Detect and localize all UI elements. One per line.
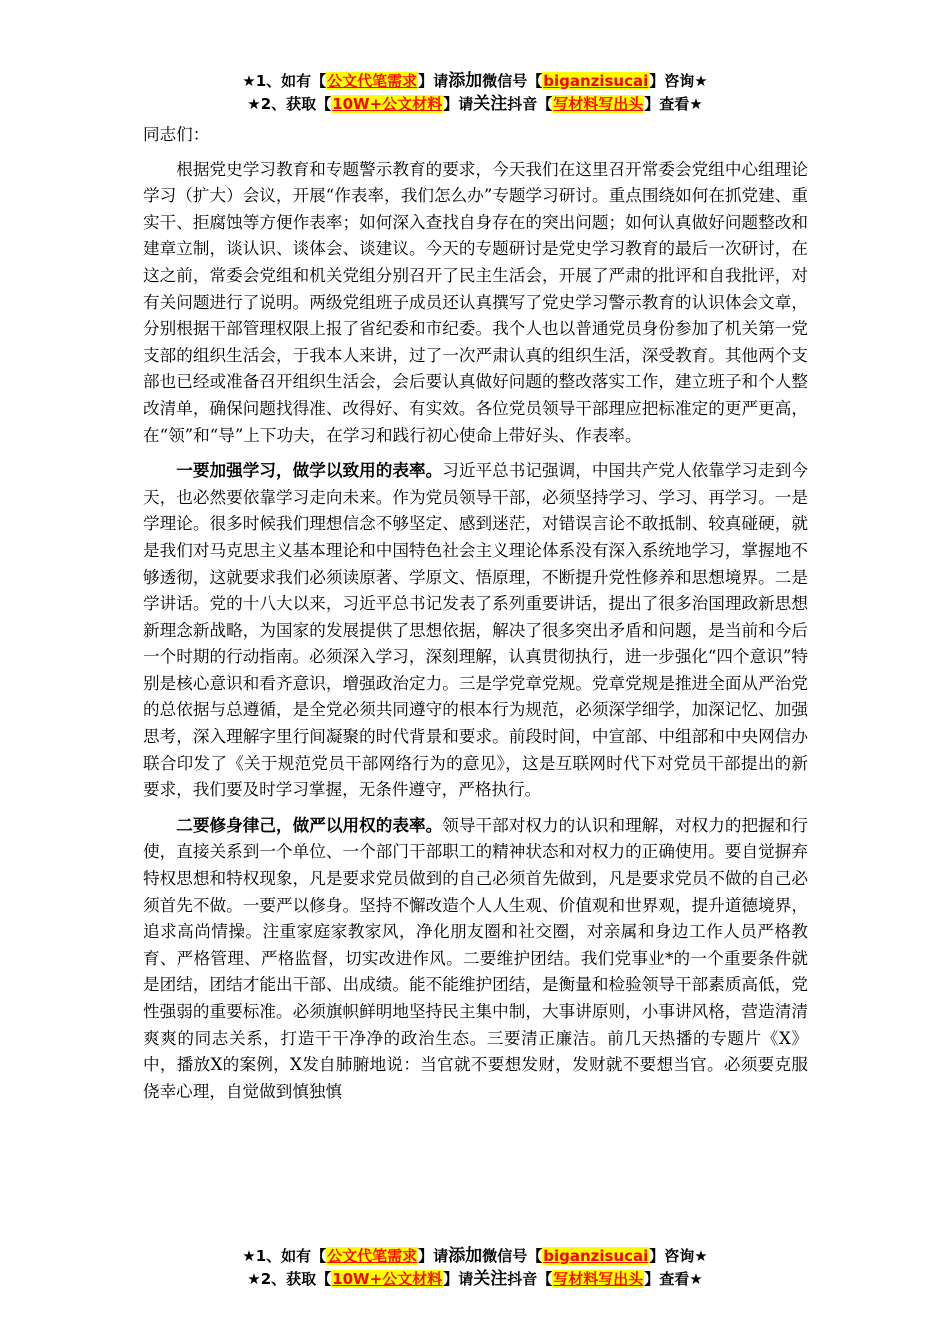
promo-highlight-materials: 10W+公文材料 bbox=[332, 1270, 443, 1288]
promo-text: 抖音【 bbox=[507, 1270, 553, 1288]
paragraph-text: 根据党史学习教育和专题警示教育的要求，今天我们在这里召开常委会党组中心组理论学习（扩大）会议，开展“作表率，我们怎么办”专题学习研讨。重点围绕如何在抓党建、重实干、拒腐蚀等方便作表率；如何深入查找自身存在的突出问题；如何认真做好问题整改和建章立制，谈认识、谈体会、谈建议。今天的专题研讨是党史学习教育的最后一次研讨，在这之前，常委会党组和机关党组分别召开了民主生活会，开展了严肃的批评和自我批评，对有关问题进行了说明。两级党组班子成员还认真撰写了党史学习警示教育的认识体会文章，分别根据干部管理权限上报了省纪委和市纪委。我个人也以普通党员身份参加了机关第一党支部的组织生活会，于我本人来讲，过了一次严肃认真的组织生活，深受教育。其他两个支部也已经或准备召开组织生活会，会后要认真做好问题的整改落实工作，建立班子和个人整改清单，确保问题找得准、改得好、有实效。各位党员领导干部理应把标准定的更严更高，在“领”和“导”上下功夫，在学习和践行初心使命上带好头、作表率。 bbox=[143, 159, 808, 445]
promo-emphasis: 关注 bbox=[473, 1269, 508, 1289]
promo-text: 】咨询★ bbox=[649, 1247, 708, 1265]
star-icon: ★ bbox=[242, 72, 256, 90]
promo-line-2 bbox=[0, 93, 950, 116]
promo-highlight-ghostwriting: 公文代笔需求 bbox=[327, 1247, 418, 1265]
promo-emphasis: 关注 bbox=[473, 94, 508, 114]
promo-line-1 bbox=[0, 1245, 950, 1268]
promo-text: 】请 bbox=[443, 1270, 474, 1288]
promo-text: 2、获取【 bbox=[260, 1270, 332, 1288]
promo-highlight-wechat-id: biganzisucai bbox=[543, 1247, 649, 1265]
paragraph-text: 习近平总书记强调，中国共产党人依靠学习走到今天，也必然要依靠学习走向未来。作为党员领导干部，必须坚持学习、学习、再学习。一是学理论。很多时候我们理想信念不够坚定、感到迷茫，对错误言论不敢抵制、较真碰硬，就是我们对马克思主义基本理论和中国特色社会主义理论体系没有深入系统地学习，掌握地不够透彻，这就要求我们必须读原著、学原文、悟原理，不断提升党性修养和思想境界。二是学讲话。党的十八大以来，习近平总书记发表了系列重要讲话，提出了很多治国理政新思想新理念新战略，为国家的发展提供了思想依据，解决了很多突出矛盾和问题，是当前和今后一个时期的行动指南。必须深入学习，深刻理解，认真贯彻执行，进一步强化“四个意识”特别是核心意识和看齐意识，增强政治定力。三是学党章党规。党章党规是推进全面从严治党的总依据与总遵循，是全党必须共同遵守的根本行为规范，必须深学细学，加深记忆、加强思考，深入理解字里行间凝聚的时代背景和要求。前段时间，中宣部、中组部和中央网信办联合印发了《关于规范党员干部网络行为的意见》，这是互联网时代下对党员干部提出的新要求，我们要及时学习掌握，无条件遵守，严格执行。 bbox=[143, 461, 809, 800]
promo-line-1 bbox=[0, 70, 950, 93]
promo-text: 微信号【 bbox=[482, 1247, 543, 1265]
promo-text: 】查看★ bbox=[644, 1270, 703, 1288]
promo-text: 抖音【 bbox=[507, 95, 553, 113]
star-icon: ★ bbox=[242, 1247, 256, 1265]
footer-promo-banner bbox=[0, 1245, 950, 1291]
paragraph-intro bbox=[143, 157, 808, 450]
promo-text: 】请 bbox=[418, 1247, 449, 1265]
paragraph-study bbox=[143, 457, 808, 804]
promo-highlight-wechat-id: biganzisucai bbox=[543, 72, 649, 90]
salutation: 同志们： bbox=[143, 125, 210, 144]
promo-line-2 bbox=[0, 1268, 950, 1291]
promo-text: 】请 bbox=[443, 95, 474, 113]
paragraph-self-discipline bbox=[143, 812, 808, 1106]
star-icon: ★ bbox=[247, 1270, 261, 1288]
promo-emphasis: 添加 bbox=[448, 1246, 483, 1266]
promo-text: 1、如有【 bbox=[255, 1247, 327, 1265]
document-body bbox=[143, 122, 808, 1113]
promo-text: 微信号【 bbox=[482, 72, 543, 90]
paragraph-heading: 一要加强学习，做学以致用的表率。 bbox=[176, 460, 443, 481]
promo-text: 1、如有【 bbox=[255, 72, 327, 90]
promo-text: 】请 bbox=[418, 72, 449, 90]
star-icon: ★ bbox=[247, 95, 261, 113]
promo-text: 2、获取【 bbox=[260, 95, 332, 113]
promo-highlight-ghostwriting: 公文代笔需求 bbox=[327, 72, 418, 90]
promo-text: 】查看★ bbox=[644, 95, 703, 113]
promo-highlight-douyin-account: 写材料写出头 bbox=[553, 1270, 644, 1288]
paragraph-heading: 二要修身律己，做严以用权的表率。 bbox=[176, 814, 443, 835]
promo-highlight-douyin-account: 写材料写出头 bbox=[553, 95, 644, 113]
promo-highlight-materials: 10W+公文材料 bbox=[332, 95, 443, 113]
promo-text: 】咨询★ bbox=[649, 72, 708, 90]
paragraph-text: 领导干部对权力的认识和理解，对权力的把握和行使，直接关系到一个单位、一个部门干部职工的精神状态和对权力的正确使用。要自觉摒弃特权思想和特权现象，凡是要求党员做到的自己必须首先做到，凡是要求党员不做的自己必须首先不做。一要严以修身。坚持不懈改造个人人生观、价值观和世界观，提升道德境界，追求高尚情操。注重家庭家教家风，净化朋友圈和社交圈，对亲属和身边工作人员严格教育、严格管理、严格监督，切实改进作风。二要维护团结。我们党事业*的一个重要条件就是团结，团结才能出干部、出成绩。能不能维护团结，是衡量和检验领导干部素质高低，党性强弱的重要标准。必须旗帜鲜明地坚持民主集中制，大事讲原则，小事讲风格，营造清清爽爽的同志关系，打造干干净净的政治生态。三要清正廉洁。前几天热播的专题片《X》中，播放X的案例，X发自肺腑地说：当官就不要想发财，发财就不要想当官。必须要克服侥幸心理，自觉做到慎独慎 bbox=[143, 815, 809, 1101]
header-promo-banner bbox=[0, 70, 950, 116]
promo-emphasis: 添加 bbox=[448, 71, 483, 91]
